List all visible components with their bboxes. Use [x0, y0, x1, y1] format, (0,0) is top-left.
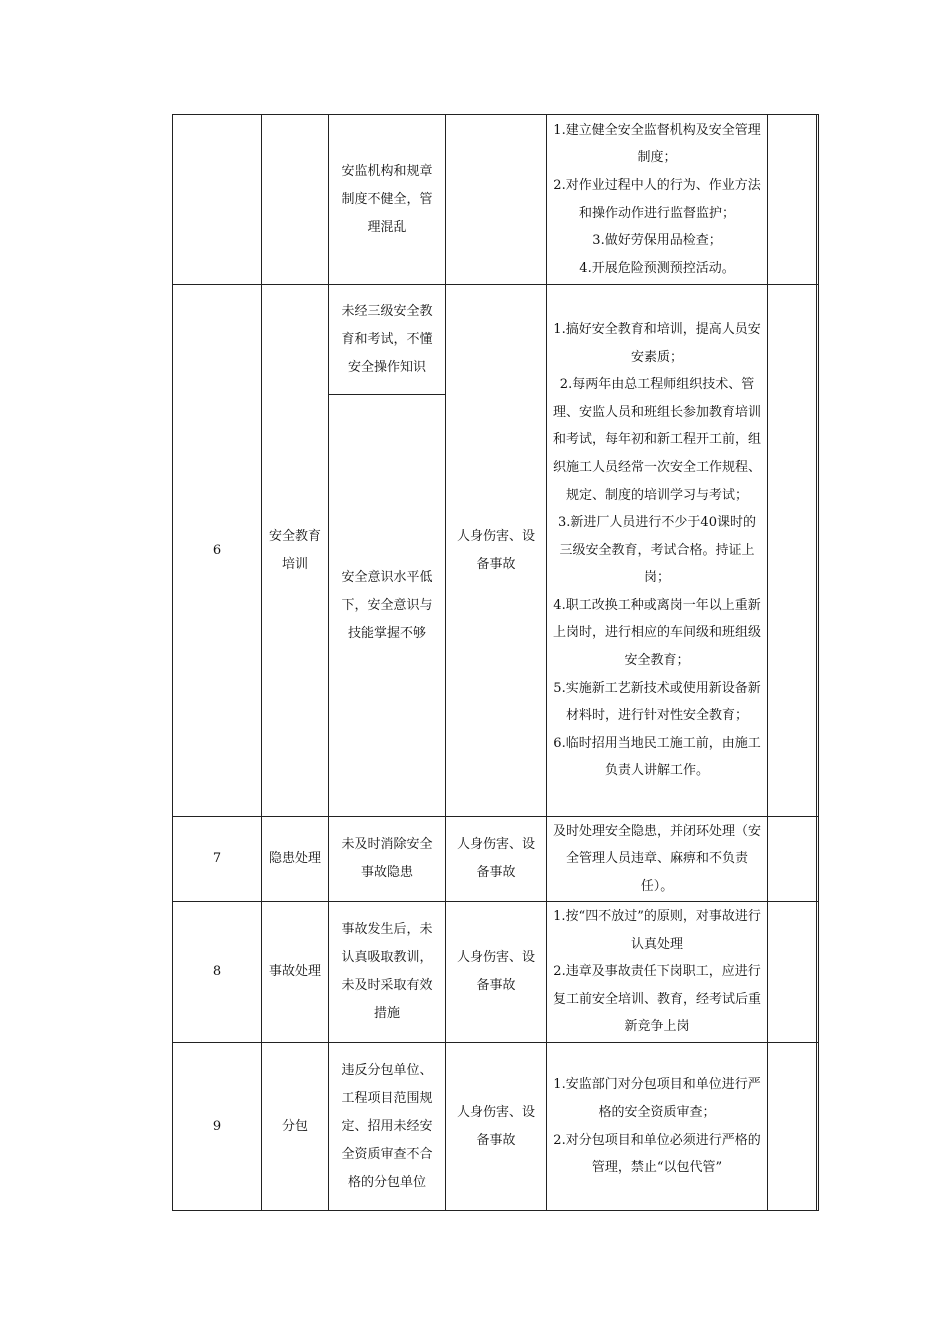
table-row — [173, 817, 819, 902]
work-item — [262, 115, 329, 285]
hazard-text: 未及时消除安全事故隐患 — [341, 837, 433, 880]
remark-cell — [768, 817, 819, 902]
measure-item: 2.对分包项目和单位必须进行严格的管理，禁止“以包代管” — [553, 1132, 761, 1176]
remark-cell — [768, 902, 819, 1043]
work-item: 隐患处理 — [262, 817, 329, 902]
measure-item: 1.按“四不放过”的原则，对事故进行认真处理 — [553, 909, 761, 952]
measures-cell — [547, 285, 768, 817]
hazard-text: 事故发生后，未认真吸取教训，未及时采取有效措施 — [341, 922, 433, 1021]
measure-item: 2.每两年由总工程师组织技术、管理、安监人员和班组长参加教育培训和考试，每年初和新工程开工前，组织施工人员经常一次安全工作规程、规定、制度的培训学习与考试； — [553, 377, 762, 503]
hazard-text: 安全意识水平低下，安全意识与技能掌握不够 — [341, 569, 433, 641]
table-row — [173, 1043, 819, 1211]
measure-item: 1.安监部门对分包项目和单位进行严格的安全资质审查； — [553, 1077, 761, 1120]
consequence-cell: 人身伤害、设备事故 — [446, 902, 547, 1043]
table-row — [173, 115, 819, 285]
hazard-control-table — [172, 114, 819, 1211]
table-outer-border — [816, 114, 817, 1210]
measure-item: 4.职工改换工种或离岗一年以上重新上岗时，进行相应的车间级和班组级安全教育； — [553, 597, 762, 669]
measures-cell — [547, 902, 768, 1043]
measure-item: 3.新进厂人员进行不少于40课时的三级安全教育，考试合格。持证上岗； — [558, 515, 756, 586]
hazard-cell — [329, 115, 446, 285]
row-number: 6 — [173, 285, 262, 817]
remark-cell — [768, 115, 819, 285]
hazard-cell — [329, 395, 446, 817]
measures-cell — [547, 115, 768, 285]
measure-item: 5.实施新工艺新技术或使用新设备新材料时，进行针对性安全教育； — [553, 680, 761, 724]
table-row — [173, 285, 819, 395]
measures-cell — [547, 817, 768, 902]
measure-item: 6.临时招用当地民工施工前，由施工负责人讲解工作。 — [553, 735, 761, 779]
measures-cell — [547, 1043, 768, 1211]
measure-item: 3.做好劳保用品检查； — [592, 233, 722, 249]
remark-cell — [768, 1043, 819, 1211]
hazard-cell — [329, 1043, 446, 1211]
consequence-cell: 人身伤害、设备事故 — [446, 817, 547, 902]
measure-item: 2.违章及事故责任下岗职工，应进行复工前安全培训、教育，经考试后重新竞争上岗 — [553, 964, 762, 1035]
measure-item: 1.建立健全安全监督机构及安全管理制度； — [553, 122, 761, 166]
measure-item: 4.开展危险预测预控活动。 — [579, 260, 735, 276]
consequence-cell: 人身伤害、设备事故 — [446, 285, 547, 817]
hazard-text: 违反分包单位、工程项目范围规定、招用未经安全资质审查不合格的分包单位 — [341, 1062, 433, 1190]
hazard-cell — [329, 902, 446, 1043]
work-item: 事故处理 — [262, 902, 329, 1043]
work-item: 安全教育培训 — [262, 285, 329, 817]
hazard-cell — [329, 817, 446, 902]
table-row — [173, 902, 819, 1043]
consequence-cell — [446, 115, 547, 285]
row-number: 7 — [173, 817, 262, 902]
hazard-text: 安监机构和规章制度不健全，管理混乱 — [341, 163, 433, 235]
hazard-text: 未经三级安全教育和考试，不懂安全操作知识 — [341, 303, 433, 375]
work-item: 分包 — [262, 1043, 329, 1211]
consequence-cell: 人身伤害、设备事故 — [446, 1043, 547, 1211]
row-number: 9 — [173, 1043, 262, 1211]
row-number: 8 — [173, 902, 262, 1043]
hazard-cell — [329, 285, 446, 395]
measure-item: 2.对作业过程中人的行为、作业方法和操作动作进行监督监护； — [553, 177, 761, 221]
measure-item: 及时处理安全隐患，并闭环处理（安全管理人员违章、麻痹和不负责任）。 — [553, 823, 762, 894]
remark-cell — [768, 285, 819, 817]
measure-item: 1.搞好安全教育和培训，提高人员安安素质； — [553, 321, 761, 365]
row-number — [173, 115, 262, 285]
